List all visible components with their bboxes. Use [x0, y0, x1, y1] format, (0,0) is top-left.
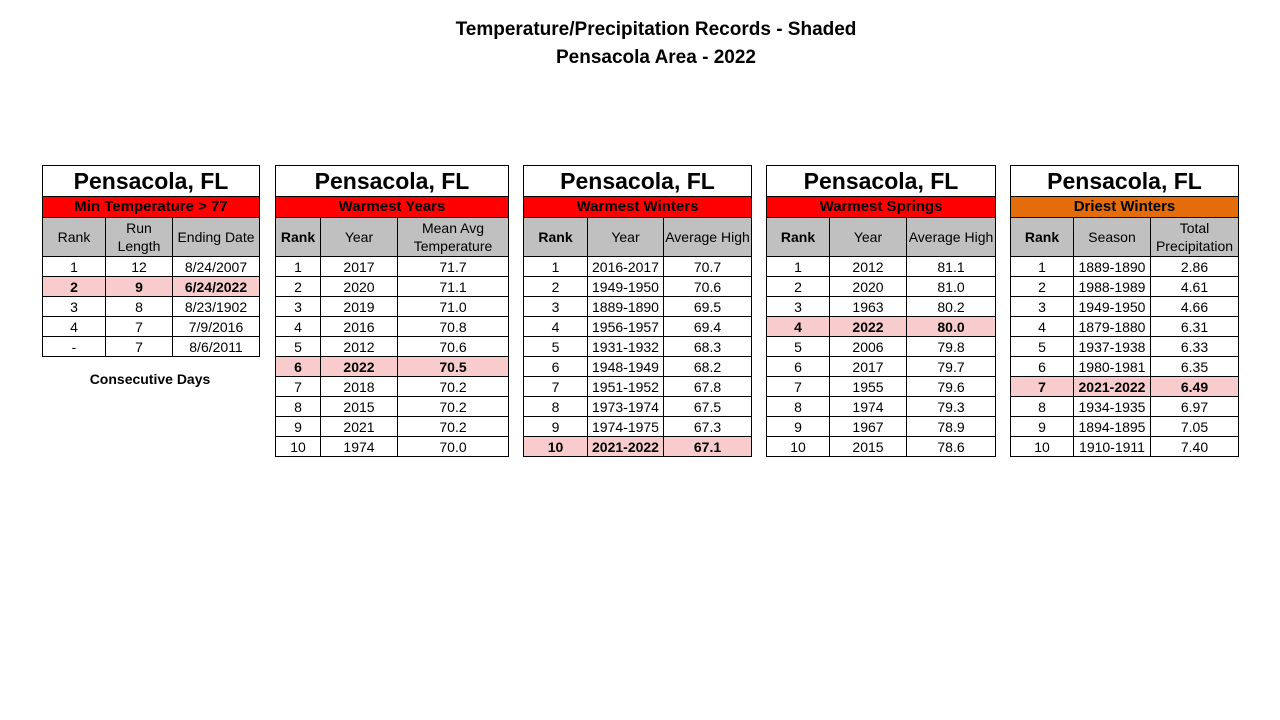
- table-cell: 7: [276, 377, 321, 397]
- table-row: [43, 257, 260, 277]
- table-row: [1011, 277, 1239, 297]
- column-header: Year: [588, 218, 664, 257]
- table-cell: 7: [767, 377, 830, 397]
- table-cell: 7.05: [1151, 417, 1239, 437]
- table-cell: 70.0: [398, 437, 509, 457]
- table-row: [767, 437, 996, 457]
- table-row-highlighted: [43, 277, 260, 297]
- table-row: [1011, 437, 1239, 457]
- table-cell: 6.31: [1151, 317, 1239, 337]
- records-table: [766, 165, 996, 457]
- table-row: [524, 337, 752, 357]
- table-cell: 5: [1011, 337, 1074, 357]
- table-cell: 80.2: [907, 297, 996, 317]
- table-cell: 2012: [830, 257, 907, 277]
- column-header: Year: [830, 218, 907, 257]
- table-cell: 78.6: [907, 437, 996, 457]
- consecutive-days-note: Consecutive Days: [89, 371, 211, 387]
- records-table: [275, 165, 509, 457]
- table-cell: 6.35: [1151, 357, 1239, 377]
- table-cell: 1889-1890: [588, 297, 664, 317]
- table-cell: 1: [767, 257, 830, 277]
- table-cell: 1889-1890: [1074, 257, 1151, 277]
- table-cell: 70.6: [664, 277, 752, 297]
- location-title: Pensacola, FL: [1011, 166, 1239, 197]
- table-warmest-years: [275, 165, 508, 457]
- table-cell: 71.0: [398, 297, 509, 317]
- table-cell: 1894-1895: [1074, 417, 1151, 437]
- table-cell: 69.4: [664, 317, 752, 337]
- table-cell: 2: [43, 277, 106, 297]
- table-cell: 4: [767, 317, 830, 337]
- table-cell: 4: [276, 317, 321, 337]
- table-cell: 1973-1974: [588, 397, 664, 417]
- table-row: [276, 437, 509, 457]
- table-row: [1011, 397, 1239, 417]
- table-cell: 69.5: [664, 297, 752, 317]
- table-cell: 1988-1989: [1074, 277, 1151, 297]
- table-cell: 2018: [321, 377, 398, 397]
- table-cell: 2020: [830, 277, 907, 297]
- table-cell: 7: [524, 377, 588, 397]
- table-row: [767, 357, 996, 377]
- table-cell: 8/6/2011: [173, 337, 260, 357]
- table-row: [524, 377, 752, 397]
- table-cell: 6: [276, 357, 321, 377]
- column-header: Total Precipitation: [1151, 218, 1239, 257]
- table-cell: 67.8: [664, 377, 752, 397]
- table-cell: 8/23/1902: [173, 297, 260, 317]
- column-header: Rank: [276, 218, 321, 257]
- table-cell: 70.6: [398, 337, 509, 357]
- column-header: Season: [1074, 218, 1151, 257]
- table-cell: 3: [524, 297, 588, 317]
- table-cell: 67.3: [664, 417, 752, 437]
- table-cell: 81.0: [907, 277, 996, 297]
- table-driest-winters: [1010, 165, 1238, 457]
- table-cell: 2: [524, 277, 588, 297]
- table-cell: 4: [1011, 317, 1074, 337]
- table-cell: 8: [1011, 397, 1074, 417]
- table-cell: 3: [43, 297, 106, 317]
- column-header: Run Length: [106, 218, 173, 257]
- table-cell: 2021-2022: [1074, 377, 1151, 397]
- column-header: Average High: [664, 218, 752, 257]
- table-cell: 7/9/2016: [173, 317, 260, 337]
- table-cell: 68.3: [664, 337, 752, 357]
- table-cell: 7.40: [1151, 437, 1239, 457]
- table-row: [276, 337, 509, 357]
- table-cell: 2019: [321, 297, 398, 317]
- table-warmest-winters: [523, 165, 751, 457]
- table-row: [524, 417, 752, 437]
- table-cell: 4.66: [1151, 297, 1239, 317]
- table-cell: 1937-1938: [1074, 337, 1151, 357]
- table-row: [524, 257, 752, 277]
- table-cell: 2017: [830, 357, 907, 377]
- table-row: [1011, 297, 1239, 317]
- table-row: [276, 417, 509, 437]
- table-cell: -: [43, 337, 106, 357]
- table-cell: 79.3: [907, 397, 996, 417]
- table-cell: 1: [1011, 257, 1074, 277]
- table-cell: 2015: [830, 437, 907, 457]
- records-table: [523, 165, 752, 457]
- table-cell: 5: [524, 337, 588, 357]
- table-cell: 70.7: [664, 257, 752, 277]
- table-cell: 68.2: [664, 357, 752, 377]
- table-warmest-springs: [766, 165, 995, 457]
- records-table: [42, 165, 260, 357]
- table-cell: 1949-1950: [1074, 297, 1151, 317]
- table-row: [1011, 417, 1239, 437]
- table-row: [767, 397, 996, 417]
- page-title: [0, 16, 1280, 72]
- column-header: Rank: [767, 218, 830, 257]
- table-cell: 1949-1950: [588, 277, 664, 297]
- table-cell: 80.0: [907, 317, 996, 337]
- column-header: Rank: [1011, 218, 1074, 257]
- category-title: Warmest Springs: [767, 197, 996, 218]
- table-cell: 9: [767, 417, 830, 437]
- table-cell: 71.1: [398, 277, 509, 297]
- table-row: [276, 277, 509, 297]
- table-cell: 1951-1952: [588, 377, 664, 397]
- table-cell: 2022: [321, 357, 398, 377]
- table-cell: 2022: [830, 317, 907, 337]
- location-title: Pensacola, FL: [43, 166, 260, 197]
- page-title-line1: Temperature/Precipitation Records - Shaded: [455, 19, 857, 40]
- table-cell: 5: [767, 337, 830, 357]
- table-cell: 2: [276, 277, 321, 297]
- table-row: [767, 277, 996, 297]
- table-cell: 1: [43, 257, 106, 277]
- column-header: Ending Date: [173, 218, 260, 257]
- table-row: [767, 297, 996, 317]
- table-cell: 2012: [321, 337, 398, 357]
- table-row: [43, 337, 260, 357]
- table-cell: 70.2: [398, 377, 509, 397]
- table-row: [1011, 317, 1239, 337]
- table-row: [524, 297, 752, 317]
- table-cell: 8: [276, 397, 321, 417]
- table-cell: 4.61: [1151, 277, 1239, 297]
- table-cell: 6: [1011, 357, 1074, 377]
- table-cell: 3: [276, 297, 321, 317]
- table-cell: 8: [106, 297, 173, 317]
- table-row: [276, 257, 509, 277]
- table-cell: 9: [106, 277, 173, 297]
- table-cell: 8: [524, 397, 588, 417]
- table-cell: 4: [43, 317, 106, 337]
- table-cell: 1910-1911: [1074, 437, 1151, 457]
- table-cell: 7: [106, 317, 173, 337]
- table-cell: 1967: [830, 417, 907, 437]
- table-cell: 9: [524, 417, 588, 437]
- table-row: [276, 397, 509, 417]
- table-cell: 9: [1011, 417, 1074, 437]
- table-cell: 2: [767, 277, 830, 297]
- category-title: Min Temperature > 77: [43, 197, 260, 218]
- table-cell: 7: [106, 337, 173, 357]
- table-cell: 2020: [321, 277, 398, 297]
- table-cell: 1879-1880: [1074, 317, 1151, 337]
- table-cell: 8: [767, 397, 830, 417]
- table-cell: 6: [524, 357, 588, 377]
- table-cell: 1980-1981: [1074, 357, 1151, 377]
- location-title: Pensacola, FL: [524, 166, 752, 197]
- table-row: [1011, 257, 1239, 277]
- table-cell: 10: [767, 437, 830, 457]
- table-row: [524, 397, 752, 417]
- table-cell: 1974-1975: [588, 417, 664, 437]
- table-cell: 7: [1011, 377, 1074, 397]
- table-row-highlighted: [524, 437, 752, 457]
- category-title: Driest Winters: [1011, 197, 1239, 218]
- column-header: Mean Avg Temperature: [398, 218, 509, 257]
- table-cell: 2021-2022: [588, 437, 664, 457]
- table-cell: 1948-1949: [588, 357, 664, 377]
- table-cell: 78.9: [907, 417, 996, 437]
- table-cell: 5: [276, 337, 321, 357]
- table-cell: 1: [524, 257, 588, 277]
- table-cell: 6.49: [1151, 377, 1239, 397]
- table-cell: 67.5: [664, 397, 752, 417]
- table-cell: 2016: [321, 317, 398, 337]
- table-cell: 12: [106, 257, 173, 277]
- table-cell: 6: [767, 357, 830, 377]
- table-min-temp-run: [42, 165, 259, 357]
- location-title: Pensacola, FL: [767, 166, 996, 197]
- location-title: Pensacola, FL: [276, 166, 509, 197]
- column-header: Year: [321, 218, 398, 257]
- table-cell: 10: [1011, 437, 1074, 457]
- table-cell: 79.6: [907, 377, 996, 397]
- table-row: [1011, 337, 1239, 357]
- table-cell: 70.8: [398, 317, 509, 337]
- table-row-highlighted: [276, 357, 509, 377]
- table-cell: 2006: [830, 337, 907, 357]
- table-cell: 2016-2017: [588, 257, 664, 277]
- table-cell: 9: [276, 417, 321, 437]
- table-row: [1011, 357, 1239, 377]
- table-cell: 3: [767, 297, 830, 317]
- table-row: [524, 277, 752, 297]
- table-cell: 67.1: [664, 437, 752, 457]
- table-row: [524, 357, 752, 377]
- table-cell: 10: [276, 437, 321, 457]
- table-row: [276, 317, 509, 337]
- table-cell: 10: [524, 437, 588, 457]
- column-header: Rank: [43, 218, 106, 257]
- table-cell: 2015: [321, 397, 398, 417]
- table-cell: 8/24/2007: [173, 257, 260, 277]
- table-cell: 1: [276, 257, 321, 277]
- table-row: [276, 297, 509, 317]
- category-title: Warmest Years: [276, 197, 509, 218]
- table-row: [767, 337, 996, 357]
- column-header: Average High: [907, 218, 996, 257]
- table-row-highlighted: [767, 317, 996, 337]
- table-cell: 3: [1011, 297, 1074, 317]
- table-row: [43, 317, 260, 337]
- category-title: Warmest Winters: [524, 197, 752, 218]
- table-cell: 71.7: [398, 257, 509, 277]
- table-cell: 6.33: [1151, 337, 1239, 357]
- table-row: [43, 297, 260, 317]
- table-cell: 2021: [321, 417, 398, 437]
- table-cell: 4: [524, 317, 588, 337]
- table-row: [767, 257, 996, 277]
- table-cell: 70.2: [398, 397, 509, 417]
- table-cell: 1931-1932: [588, 337, 664, 357]
- column-header: Rank: [524, 218, 588, 257]
- table-cell: 81.1: [907, 257, 996, 277]
- table-row: [767, 417, 996, 437]
- page-title-line2: Pensacola Area - 2022: [556, 47, 756, 68]
- table-cell: 1963: [830, 297, 907, 317]
- table-row: [524, 317, 752, 337]
- table-cell: 6.97: [1151, 397, 1239, 417]
- table-row: [276, 377, 509, 397]
- table-row: [767, 377, 996, 397]
- table-cell: 1934-1935: [1074, 397, 1151, 417]
- records-table: [1010, 165, 1239, 457]
- table-row-highlighted: [1011, 377, 1239, 397]
- table-cell: 1956-1957: [588, 317, 664, 337]
- table-cell: 79.7: [907, 357, 996, 377]
- table-cell: 2.86: [1151, 257, 1239, 277]
- table-cell: 1955: [830, 377, 907, 397]
- table-cell: 1974: [830, 397, 907, 417]
- table-cell: 2: [1011, 277, 1074, 297]
- table-cell: 6/24/2022: [173, 277, 260, 297]
- table-cell: 1974: [321, 437, 398, 457]
- table-cell: 70.2: [398, 417, 509, 437]
- table-cell: 70.5: [398, 357, 509, 377]
- table-cell: 79.8: [907, 337, 996, 357]
- table-cell: 2017: [321, 257, 398, 277]
